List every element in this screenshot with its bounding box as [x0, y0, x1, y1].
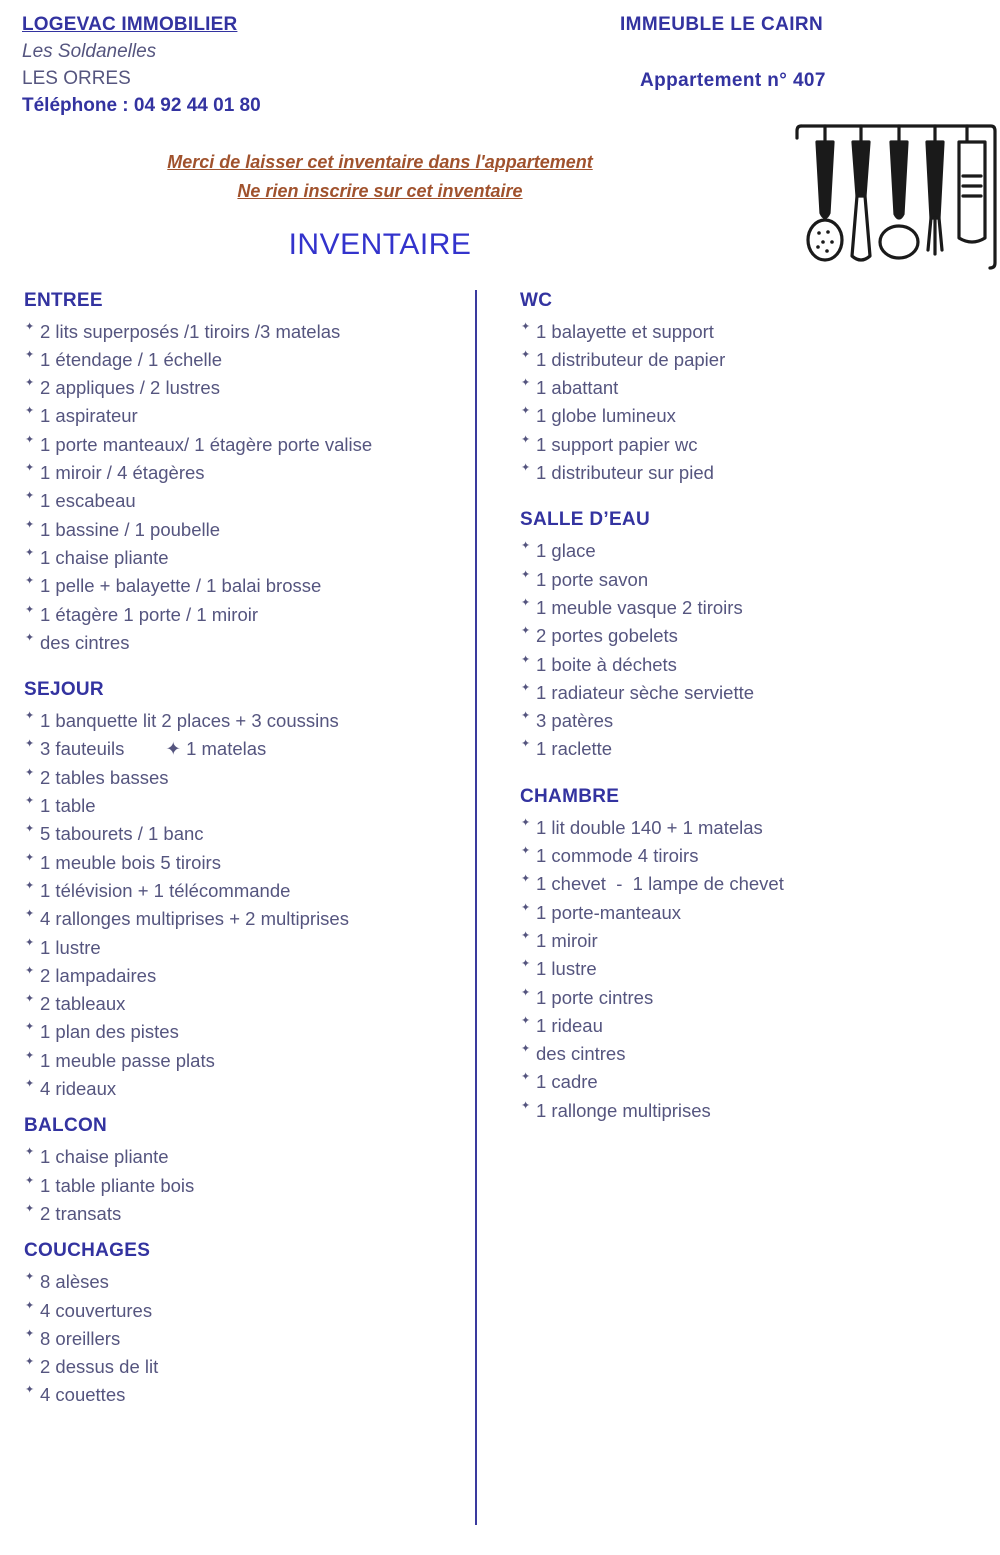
list-item: ✦ 1 cadre	[520, 1068, 970, 1096]
item-list	[24, 1268, 464, 1409]
left-column	[24, 290, 464, 1412]
list-item: ✦ 1 chaise pliante	[24, 1143, 464, 1171]
spacer	[24, 1230, 464, 1240]
section-wc	[520, 290, 970, 488]
list-item: ✦ 4 rallonges multiprises + 2 multiprises	[24, 905, 464, 933]
document-header	[20, 10, 982, 120]
list-item: ✦ 1 glace	[520, 537, 970, 565]
list-item: ✦ 1 balayette et support	[520, 318, 970, 346]
item-list	[24, 707, 464, 1103]
list-item: ✦ 2 appliques / 2 lustres	[24, 374, 464, 402]
list-item: ✦ 1 porte-manteaux	[520, 899, 970, 927]
section-title: COUCHAGES	[24, 1240, 151, 1262]
agency-residence: Les Soldanelles	[22, 40, 157, 62]
item-list	[520, 537, 970, 763]
list-item: ✦ 4 rideaux	[24, 1075, 464, 1103]
list-item: ✦ 1 rideau	[520, 1012, 970, 1040]
list-item: ✦ 8 alèses	[24, 1268, 464, 1296]
list-item: ✦ 1 lustre	[520, 955, 970, 983]
list-item: ✦ 2 dessus de lit	[24, 1353, 464, 1381]
list-item: ✦ 1 aspirateur	[24, 402, 464, 430]
list-item: ✦ 1 chaise pliante	[24, 544, 464, 572]
list-item: ✦ 1 globe lumineux	[520, 402, 970, 430]
agency-block	[22, 12, 261, 120]
building-name: IMMEUBLE LE CAIRN	[620, 14, 824, 35]
list-item: ✦ 1 miroir / 4 étagères	[24, 459, 464, 487]
list-item: ✦ 1 table	[24, 792, 464, 820]
section-title: CHAMBRE	[520, 785, 620, 807]
page-title: INVENTAIRE	[288, 227, 472, 261]
section-salle-deau	[520, 509, 970, 763]
section-sejour	[24, 679, 464, 1103]
section-title: SEJOUR	[24, 679, 104, 701]
section-title: SALLE D’EAU	[520, 509, 650, 531]
list-item: ✦ 2 transats	[24, 1200, 464, 1228]
list-item: ✦ 1 meuble vasque 2 tiroirs	[520, 594, 970, 622]
list-item: ✦ 1 escabeau	[24, 487, 464, 515]
list-item: ✦ 1 table pliante bois	[24, 1172, 464, 1200]
list-item: ✦ 1 commode 4 tiroirs	[520, 842, 970, 870]
section-title: WC	[520, 289, 553, 311]
list-item: ✦ 1 porte manteaux/ 1 étagère porte valise	[24, 431, 464, 459]
kitchen-utensils-icon	[795, 118, 1000, 273]
section-entree	[24, 290, 464, 658]
list-item: ✦ 2 portes gobelets	[520, 622, 970, 650]
list-item: ✦ 1 porte cintres	[520, 984, 970, 1012]
list-item: ✦ 1 pelle + balayette / 1 balai brosse	[24, 572, 464, 600]
list-item: ✦ 3 patères	[520, 707, 970, 735]
column-divider	[475, 290, 477, 1525]
section-couchages	[24, 1240, 464, 1409]
list-item: ✦ des cintres	[24, 629, 464, 657]
list-item: ✦ 1 porte savon	[520, 566, 970, 594]
list-item: ✦ 2 tables basses	[24, 764, 464, 792]
list-item: ✦ 1 meuble passe plats	[24, 1047, 464, 1075]
notice-line-2: Ne rien inscrire sur cet inventaire	[237, 180, 523, 201]
spacer	[24, 1105, 464, 1115]
notice-line-1: Merci de laisser cet inventaire dans l'appartement	[167, 152, 593, 172]
list-item: ✦ 1 rallonge multiprises	[520, 1097, 970, 1125]
list-item: ✦ 1 étendage / 1 échelle	[24, 346, 464, 374]
right-column	[520, 290, 970, 1127]
list-item: ✦ 1 support papier wc	[520, 431, 970, 459]
list-item: ✦ 8 oreillers	[24, 1325, 464, 1353]
list-item: ✦ 1 meuble bois 5 tiroirs	[24, 849, 464, 877]
list-item: ✦ 4 couvertures	[24, 1297, 464, 1325]
list-item: ✦ 2 lampadaires	[24, 962, 464, 990]
apartment-number: Appartement n° 407	[640, 70, 826, 91]
list-item: ✦ 1 plan des pistes	[24, 1018, 464, 1046]
list-item: ✦ 1 télévision + 1 télécommande	[24, 877, 464, 905]
list-item: ✦ 5 tabourets / 1 banc	[24, 820, 464, 848]
list-item: ✦ des cintres	[520, 1040, 970, 1068]
inventory-columns	[20, 290, 982, 1525]
item-list	[24, 1143, 464, 1228]
list-item: ✦ 1 lit double 140 + 1 matelas	[520, 814, 970, 842]
agency-phone: Téléphone : 04 92 44 01 80	[22, 94, 261, 116]
section-title: ENTREE	[24, 289, 103, 311]
section-balcon	[24, 1115, 464, 1228]
agency-name: LOGEVAC IMMOBILIER	[22, 14, 238, 35]
list-item: ✦ 1 abattant	[520, 374, 970, 402]
item-list	[24, 318, 464, 658]
list-item: ✦ 1 distributeur de papier	[520, 346, 970, 374]
list-item: ✦ 1 bassine / 1 poubelle	[24, 516, 464, 544]
notice-block	[20, 148, 740, 206]
list-item: ✦ 2 tableaux	[24, 990, 464, 1018]
list-item: ✦ 1 chevet - 1 lampe de chevet	[520, 870, 970, 898]
list-item: ✦ 1 radiateur sèche serviette	[520, 679, 970, 707]
list-item: ✦ 1 boite à déchets	[520, 651, 970, 679]
list-item: ✦ 1 étagère 1 porte / 1 miroir	[24, 601, 464, 629]
list-item: ✦ 2 lits superposés /1 tiroirs /3 matelas	[24, 318, 464, 346]
list-item: ✦ 1 lustre	[24, 934, 464, 962]
section-chambre	[520, 786, 970, 1125]
list-item: ✦ 1 raclette	[520, 735, 970, 763]
item-list	[520, 814, 970, 1125]
list-item: ✦ 1 banquette lit 2 places + 3 coussins	[24, 707, 464, 735]
list-item: ✦ 1 miroir	[520, 927, 970, 955]
agency-city: LES ORRES	[22, 67, 131, 89]
list-item: ✦ 3 fauteuils ✦ 1 matelas	[24, 735, 464, 763]
section-title: BALCON	[24, 1115, 108, 1137]
list-item: ✦ 4 couettes	[24, 1381, 464, 1409]
item-list	[520, 318, 970, 488]
list-item: ✦ 1 distributeur sur pied	[520, 459, 970, 487]
